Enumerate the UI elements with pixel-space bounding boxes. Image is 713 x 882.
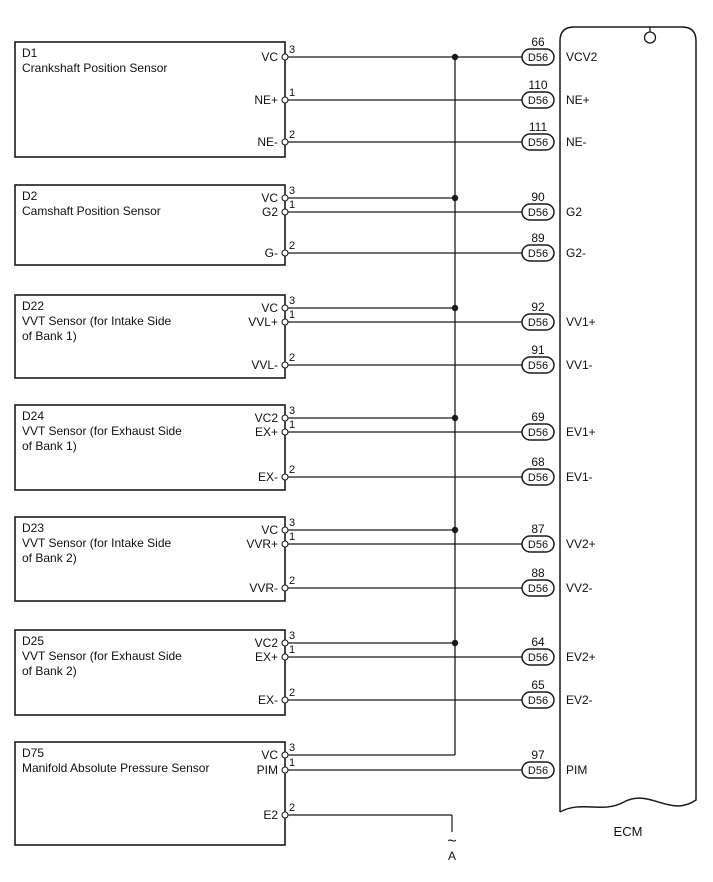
pin-terminal-circle	[282, 812, 288, 818]
pin-label: EX-	[257, 470, 278, 484]
junction-dot	[452, 54, 458, 60]
pin-label: EX-	[257, 693, 278, 707]
pin-number: 1	[289, 309, 296, 321]
sensor-name-line: VVT Sensor (for Intake Side	[22, 536, 172, 550]
sensor-box-D75	[15, 742, 285, 845]
sensor-box-D1	[15, 42, 285, 157]
pin-label: VC	[261, 191, 278, 205]
pin-label: VC2	[254, 411, 278, 425]
pin-number: 1	[289, 644, 296, 656]
pin-terminal-circle	[282, 767, 288, 773]
sensor-id-D24: D24	[22, 409, 45, 423]
ecm-signal-label: EV1+	[566, 425, 596, 439]
sensor-name-line: of Bank 1)	[22, 329, 77, 343]
connector-code: D56	[527, 652, 549, 664]
terminal-number: 64	[531, 635, 545, 649]
sensor-id-D23: D23	[22, 521, 45, 535]
ecm-signal-label: VV1-	[566, 358, 593, 372]
sensor-id-D75: D75	[22, 746, 45, 760]
pin-number: 3	[289, 742, 296, 754]
connector-code: D56	[527, 765, 549, 777]
pin-terminal-circle	[282, 474, 288, 480]
terminal-number: 89	[531, 231, 545, 245]
sensor-id-D1: D1	[22, 46, 38, 60]
pin-number: 2	[289, 352, 296, 364]
sensor-name-line: VVT Sensor (for Intake Side	[22, 314, 172, 328]
pin-number: 1	[289, 757, 296, 769]
pin-terminal-circle	[282, 585, 288, 591]
connector-code: D56	[527, 427, 549, 439]
pin-number: 1	[289, 199, 296, 211]
ecm-signal-label: G2	[566, 205, 583, 219]
sensor-box-D2	[15, 185, 285, 265]
sensor-name-line: of Bank 1)	[22, 439, 77, 453]
pin-number: 2	[289, 129, 296, 141]
connector-code: D56	[527, 317, 549, 329]
sensor-name-line: of Bank 2)	[22, 664, 77, 678]
terminal-number: 65	[531, 678, 545, 692]
pin-terminal-circle	[282, 654, 288, 660]
connector-code: D56	[527, 695, 549, 707]
pin-terminal-circle	[282, 54, 288, 60]
pin-label: G-	[264, 246, 278, 260]
terminal-number: 87	[531, 522, 545, 536]
pin-number: 1	[289, 419, 296, 431]
pin-terminal-circle	[282, 305, 288, 311]
junction-dot	[452, 305, 458, 311]
pin-terminal-circle	[282, 697, 288, 703]
terminal-number: 111	[528, 120, 548, 134]
junction-dot	[452, 415, 458, 421]
sensor-name-line: Camshaft Position Sensor	[22, 204, 161, 218]
ecm-signal-label: VCV2	[566, 50, 598, 64]
pin-number: 2	[289, 464, 296, 476]
pin-label: VC	[261, 748, 278, 762]
pin-number: 2	[289, 575, 296, 587]
terminal-number: 92	[531, 300, 545, 314]
pin-terminal-circle	[282, 362, 288, 368]
terminal-number: 66	[531, 35, 545, 49]
pin-number: 1	[289, 531, 296, 543]
ecm-signal-label: VV2-	[566, 581, 593, 595]
pin-number: 3	[289, 295, 296, 307]
ecm-signal-label: EV1-	[566, 470, 593, 484]
pin-terminal-circle	[282, 415, 288, 421]
sensor-id-D2: D2	[22, 189, 38, 203]
offpage-label: A	[447, 849, 457, 863]
pin-label: VC	[261, 301, 278, 315]
pin-label: E2	[263, 808, 278, 822]
junction-dot	[452, 527, 458, 533]
pin-label: VVR-	[249, 581, 278, 595]
junction-dot	[452, 195, 458, 201]
pin-terminal-circle	[282, 527, 288, 533]
sensor-name-line: of Bank 2)	[22, 551, 77, 565]
pin-label: VVL+	[248, 315, 278, 329]
pin-label: VVR+	[246, 537, 278, 551]
pin-label: VC2	[254, 636, 278, 650]
connector-code: D56	[527, 248, 549, 260]
sensor-id-D22: D22	[22, 299, 45, 313]
pin-label: NE-	[257, 135, 278, 149]
connector-code: D56	[527, 539, 549, 551]
sensor-name-line: Manifold Absolute Pressure Sensor	[22, 761, 210, 775]
pin-terminal-circle	[282, 195, 288, 201]
pin-label: PIM	[256, 763, 278, 777]
pin-label: G2	[261, 205, 278, 219]
ecm-signal-label: NE+	[566, 93, 590, 107]
connector-code: D56	[527, 360, 549, 372]
junction-dot	[452, 640, 458, 646]
ecm-label: ECM	[613, 824, 643, 839]
pin-terminal-circle	[282, 640, 288, 646]
pin-terminal-circle	[282, 250, 288, 256]
pin-label: EX+	[254, 425, 278, 439]
pin-label: VC	[261, 50, 278, 64]
pin-terminal-circle	[282, 209, 288, 215]
sensor-name-line: VVT Sensor (for Exhaust Side	[22, 424, 182, 438]
pin-number: 1	[289, 87, 296, 99]
pin-number: 2	[289, 240, 296, 252]
connector-code: D56	[527, 472, 549, 484]
pin-number: 3	[289, 185, 296, 197]
ecm-signal-label: G2-	[566, 246, 587, 260]
sensor-id-D25: D25	[22, 634, 45, 648]
ecm-signal-label: PIM	[566, 763, 588, 777]
ecm-signal-label: NE-	[566, 135, 587, 149]
terminal-number: 110	[528, 78, 548, 92]
ecm-signal-label: EV2+	[566, 650, 596, 664]
shield-circle-icon	[645, 32, 656, 43]
sensor-name-line: Crankshaft Position Sensor	[22, 61, 168, 75]
pin-number: 3	[289, 44, 296, 56]
pin-label: EX+	[254, 650, 278, 664]
terminal-number: 97	[531, 748, 545, 762]
ecm-signal-label: EV2-	[566, 693, 593, 707]
pin-number: 3	[289, 517, 296, 529]
connector-code: D56	[527, 95, 549, 107]
ecm-signal-label: VV2+	[566, 537, 596, 551]
sensor-name-line: VVT Sensor (for Exhaust Side	[22, 649, 182, 663]
terminal-number: 69	[531, 410, 545, 424]
connector-code: D56	[527, 583, 549, 595]
connector-code: D56	[527, 207, 549, 219]
offpage-break-symbol: ~	[447, 833, 457, 850]
terminal-number: 68	[531, 455, 545, 469]
pin-terminal-circle	[282, 139, 288, 145]
pin-label: NE+	[254, 93, 278, 107]
pin-terminal-circle	[282, 752, 288, 758]
pin-number: 2	[289, 687, 296, 699]
pin-label: VVL-	[251, 358, 278, 372]
pin-number: 3	[289, 405, 296, 417]
pin-label: VC	[261, 523, 278, 537]
terminal-number: 90	[531, 190, 545, 204]
pin-terminal-circle	[282, 319, 288, 325]
pin-number: 3	[289, 630, 296, 642]
terminal-number: 91	[531, 343, 545, 357]
pin-terminal-circle	[282, 541, 288, 547]
connector-code: D56	[527, 52, 549, 64]
pin-number: 2	[289, 802, 296, 814]
ecm-signal-label: VV1+	[566, 315, 596, 329]
connector-code: D56	[527, 137, 549, 149]
pin-terminal-circle	[282, 429, 288, 435]
terminal-number: 88	[531, 566, 545, 580]
pin-terminal-circle	[282, 97, 288, 103]
